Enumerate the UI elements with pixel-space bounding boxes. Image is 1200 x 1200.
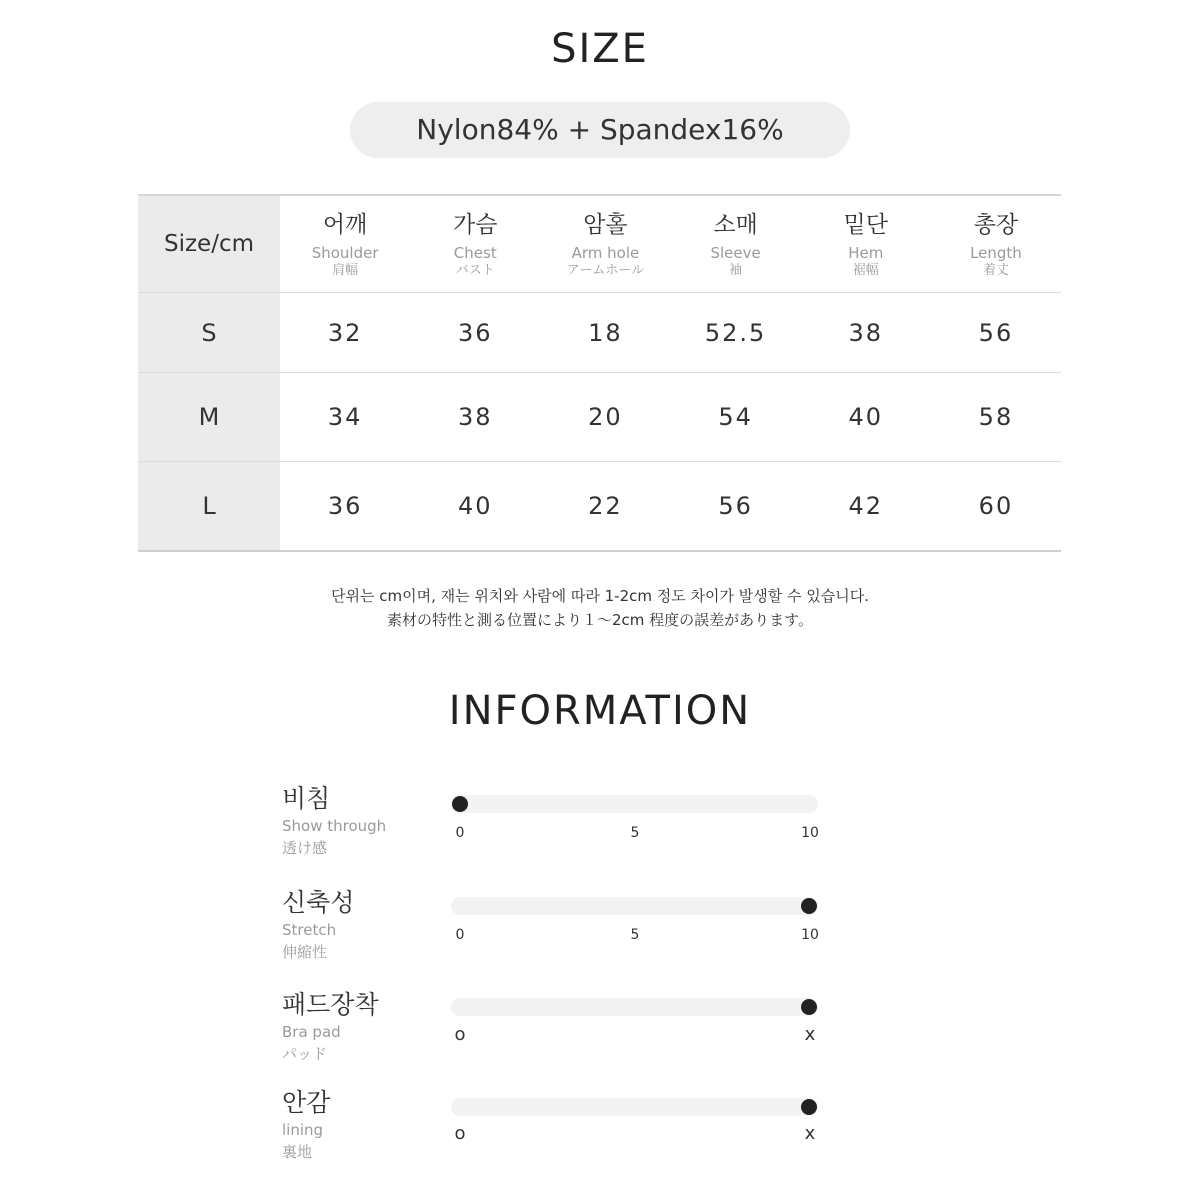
info-label-ja: 伸縮性 — [282, 943, 328, 961]
info-label-en: lining — [282, 1121, 324, 1139]
column-ja: 肩幅 — [332, 262, 359, 278]
info-label — [282, 784, 442, 858]
column-ko: 가슴 — [453, 211, 498, 238]
table-cell: 40 — [457, 492, 493, 520]
column-en: Chest — [453, 243, 497, 262]
column-ja: バスト — [455, 262, 495, 278]
column-ko: 밑단 — [843, 211, 888, 238]
scale-label-mid: 5 — [630, 927, 640, 943]
info-label-ko: 신축성 — [282, 888, 355, 917]
column-header-shoulder — [280, 196, 410, 292]
size-title: SIZE — [551, 26, 649, 72]
rating-track — [451, 998, 818, 1016]
table-cell: 58 — [978, 403, 1014, 431]
info-label — [282, 1088, 442, 1162]
note-japanese: 素材の特性と測る位置により１～2cm 程度の誤差があります。 — [387, 611, 813, 629]
column-ko: 어깨 — [322, 211, 368, 238]
rating-dot — [452, 796, 468, 812]
column-header-chest — [410, 196, 540, 292]
table-cell: 18 — [588, 318, 623, 347]
column-en: Hem — [848, 243, 884, 262]
table-corner-label: Size/cm — [138, 196, 280, 292]
rating-track — [451, 897, 818, 915]
info-label-ja: パッド — [282, 1045, 328, 1063]
table-cell: 54 — [718, 403, 753, 431]
column-ko: 소매 — [713, 211, 758, 238]
column-header-hem — [801, 196, 931, 292]
column-ko: 총장 — [973, 211, 1019, 238]
note-korean: 단위는 cm이며, 재는 위치와 사람에 따라 1-2cm 정도 차이가 발생할 수 있습니다. — [331, 587, 869, 605]
scale-label-mid: 5 — [630, 825, 640, 841]
scale-label-x: x — [804, 1024, 816, 1045]
row-size-label: S — [138, 293, 280, 372]
table-header-row — [138, 196, 1061, 293]
scale-label-max: 10 — [801, 825, 819, 841]
info-label-ko: 패드장착 — [282, 990, 379, 1019]
column-header-armhole — [540, 196, 670, 292]
column-header-sleeve — [671, 196, 801, 292]
table-cell: 40 — [848, 403, 884, 431]
column-ja: 裾幅 — [852, 262, 879, 278]
table-cell: 36 — [457, 318, 493, 347]
table-row — [138, 462, 1061, 550]
table-cell: 42 — [848, 492, 884, 520]
row-size-label: L — [138, 462, 280, 550]
table-cell: 32 — [327, 318, 363, 347]
column-en: Arm hole — [571, 243, 640, 262]
table-row — [138, 373, 1061, 462]
column-header-length — [931, 196, 1061, 292]
scale-label-min: 0 — [455, 927, 465, 943]
column-ja: アームホール — [566, 262, 645, 278]
table-row — [138, 293, 1061, 373]
information-title: INFORMATION — [448, 688, 752, 734]
scale-label-o: o — [454, 1024, 466, 1045]
info-label — [282, 888, 442, 962]
table-cell: 56 — [978, 318, 1014, 347]
info-label-en: Bra pad — [282, 1023, 341, 1041]
table-cell: 38 — [457, 403, 493, 431]
rating-dot — [801, 898, 817, 914]
table-cell: 20 — [588, 403, 623, 431]
column-en: Sleeve — [710, 243, 761, 262]
table-cell: 56 — [718, 492, 753, 520]
scale-label-max: 10 — [801, 927, 819, 943]
rating-dot — [801, 1099, 817, 1115]
table-cell: 52.5 — [704, 318, 767, 347]
column-en: Length — [970, 243, 1022, 262]
column-en: Shoulder — [311, 243, 379, 262]
column-ja: 袖 — [729, 262, 743, 278]
scale-label-x: x — [804, 1123, 816, 1144]
rating-track — [451, 1098, 818, 1116]
scale-label-min: 0 — [455, 825, 465, 841]
table-cell: 22 — [588, 492, 623, 520]
info-label-ja: 透け感 — [282, 839, 328, 857]
info-label — [282, 990, 442, 1064]
row-size-label: M — [138, 373, 280, 461]
info-label-en: Stretch — [282, 921, 337, 939]
rating-dot — [801, 999, 817, 1015]
table-cell: 38 — [848, 318, 884, 347]
info-label-ko: 안감 — [282, 1088, 331, 1117]
column-ko: 암홀 — [583, 211, 628, 238]
rating-track — [451, 795, 818, 813]
info-label-ja: 裏地 — [282, 1143, 313, 1161]
material-badge: Nylon84% + Spandex16% — [350, 102, 850, 158]
table-cell: 36 — [327, 492, 363, 520]
scale-label-o: o — [454, 1123, 466, 1144]
info-label-ko: 비침 — [282, 784, 331, 813]
table-cell: 60 — [978, 492, 1014, 520]
column-ja: 着丈 — [982, 262, 1009, 278]
size-table — [138, 194, 1061, 552]
info-label-en: Show through — [282, 817, 387, 835]
table-cell: 34 — [327, 403, 363, 431]
